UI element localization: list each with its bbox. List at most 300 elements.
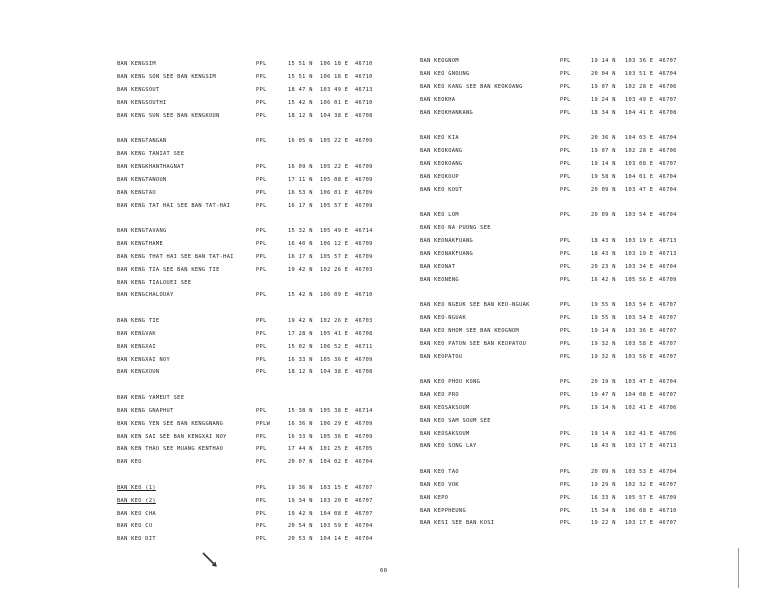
gazetteer-entry	[388, 519, 776, 527]
longitude: 103 17 E	[625, 443, 654, 450]
place-name: BAN KEO KANG SEE BAN KEOKOANG	[420, 83, 523, 90]
latitude: 19 42 N	[288, 266, 313, 273]
gazetteer-entry	[0, 356, 388, 364]
latitude: 19 42 N	[288, 317, 313, 324]
latitude: 20 09 N	[591, 468, 616, 475]
feature-type: PPL	[560, 173, 571, 180]
gazetteer-entry	[0, 112, 388, 120]
gazetteer-entry	[388, 417, 776, 425]
scan-edge-line	[738, 548, 739, 588]
place-name: BAN KENG YEN SEE BAN KENGGNANG	[117, 420, 224, 427]
latitude: 19 14 N	[591, 58, 616, 64]
latitude: 20 04 N	[591, 70, 616, 77]
place-name: BAN KEO PRO	[420, 391, 459, 398]
map-reference: 46704	[355, 459, 373, 466]
map-reference: 46707	[659, 314, 677, 321]
longitude: 104 14 E	[320, 536, 349, 543]
map-reference: 46706	[659, 430, 677, 437]
gazetteer-entry	[388, 327, 776, 335]
feature-type: PPL	[256, 61, 267, 67]
feature-type: PPL	[560, 327, 571, 334]
latitude: 18 34 N	[591, 109, 616, 116]
map-reference: 46708	[355, 330, 373, 337]
feature-type: PPL	[560, 430, 571, 437]
map-reference: 46710	[659, 507, 677, 514]
longitude: 103 47 E	[625, 186, 654, 193]
map-reference: 46713	[659, 237, 677, 244]
longitude: 104 02 E	[320, 459, 349, 466]
latitude: 16 53 N	[288, 189, 313, 196]
pen-stroke-mark	[200, 550, 220, 570]
map-reference: 46709	[355, 202, 373, 209]
feature-type: PPL	[256, 343, 267, 350]
longitude: 104 38 E	[320, 112, 349, 119]
place-name: BAN KEPPHEUNG	[420, 507, 467, 514]
place-name: BAN KENGTANOUN	[117, 176, 167, 183]
longitude: 103 34 E	[625, 263, 654, 270]
latitude: 20 54 N	[288, 523, 313, 530]
map-reference: 46710	[355, 292, 373, 299]
place-name: BAN KEO CU	[117, 523, 153, 530]
latitude: 20 07 N	[288, 459, 313, 466]
latitude: 17 11 N	[288, 176, 313, 183]
gazetteer-entry	[388, 224, 776, 232]
gazetteer-entry	[0, 484, 388, 492]
feature-type: PPL	[560, 378, 571, 385]
gazetteer-entry	[388, 211, 776, 219]
feature-type: PPL	[256, 176, 267, 183]
longitude: 102 32 E	[625, 481, 654, 488]
map-reference: 46704	[355, 536, 373, 543]
latitude: 15 42 N	[288, 99, 313, 106]
place-name: BAN KEO-NGUAK	[420, 314, 467, 321]
place-name: BAN KENG THAT HAI SEE BAN TAT-HAI	[117, 253, 234, 260]
place-name: BAN KEO SONG LAY	[420, 443, 477, 450]
longitude: 102 28 E	[625, 147, 654, 154]
place-name: BAN KEOKOANG	[420, 147, 463, 154]
map-reference: 46709	[355, 189, 373, 196]
feature-type: PPL	[560, 109, 571, 116]
place-name: BAN KEO	[117, 459, 142, 466]
place-name: BAN KENGTAVANG	[117, 227, 167, 234]
place-name: BAN KEONAKFUANG	[420, 237, 474, 244]
longitude: 106 01 E	[320, 189, 349, 196]
longitude: 105 22 E	[320, 163, 349, 170]
feature-type: PPL	[560, 391, 571, 398]
gazetteer-entry	[0, 497, 388, 505]
gazetteer-entry	[0, 227, 388, 235]
map-reference: 46704	[659, 186, 677, 193]
gazetteer-entry	[388, 83, 776, 91]
place-name: BAN KEONAKFUANG	[420, 250, 474, 257]
feature-type: PPLW	[256, 420, 271, 427]
place-name: BAN KEOKOANG	[420, 160, 463, 167]
map-reference: 46707	[659, 301, 677, 308]
latitude: 19 58 N	[591, 173, 616, 180]
longitude: 102 41 E	[625, 404, 654, 411]
feature-type: PPL	[560, 250, 571, 257]
longitude: 105 41 E	[320, 330, 349, 337]
longitude: 104 41 E	[625, 109, 654, 116]
longitude: 103 54 E	[625, 301, 654, 308]
longitude: 103 49 E	[625, 96, 654, 103]
gazetteer-entry	[0, 73, 388, 81]
longitude: 103 17 E	[625, 520, 654, 527]
map-reference: 46707	[355, 510, 373, 517]
gazetteer-entry	[0, 317, 388, 325]
latitude: 16 17 N	[288, 253, 313, 260]
map-reference: 46709	[659, 494, 677, 501]
gazetteer-entry	[388, 494, 776, 502]
feature-type: PPL	[256, 163, 267, 170]
feature-type: PPL	[560, 58, 571, 64]
latitude: 18 47 N	[288, 86, 313, 93]
latitude: 19 22 N	[591, 520, 616, 527]
feature-type: PPL	[256, 138, 267, 144]
latitude: 19 14 N	[591, 327, 616, 334]
place-name: BAN KENGXAI NOY	[117, 356, 171, 363]
place-name: BAN KEONAT	[420, 263, 456, 270]
gazetteer-entry	[388, 481, 776, 489]
place-name: BAN KEPO	[420, 494, 449, 501]
map-reference: 46706	[659, 404, 677, 411]
map-reference: 46707	[659, 481, 677, 488]
place-name: BAN KEOSAKSOUM	[420, 404, 470, 411]
longitude: 106 29 E	[320, 420, 349, 427]
latitude: 18 12 N	[288, 112, 313, 119]
feature-type: PPL	[256, 292, 267, 299]
gazetteer-entry	[0, 522, 388, 530]
gazetteer-entry	[0, 291, 388, 299]
latitude: 19 07 N	[591, 83, 616, 90]
longitude: 106 08 E	[625, 507, 654, 514]
latitude: 15 51 N	[288, 61, 313, 67]
gazetteer-entry	[0, 86, 388, 94]
map-reference: 46708	[355, 112, 373, 119]
place-name: BAN KENGXOUN	[117, 369, 160, 376]
place-name: BAN KEO NA PUONG SEE	[420, 224, 491, 231]
longitude: 103 15 E	[320, 484, 349, 491]
gazetteer-entry	[0, 137, 388, 145]
gazetteer-entry	[388, 250, 776, 258]
gazetteer-entry	[388, 314, 776, 322]
map-reference: 46709	[355, 138, 373, 144]
gazetteer-entry	[388, 507, 776, 515]
place-name: BAN KENGSOUTHI	[117, 99, 167, 106]
gazetteer-entry	[388, 147, 776, 155]
latitude: 19 29 N	[591, 481, 616, 488]
map-reference: 46703	[355, 266, 373, 273]
feature-type: PPL	[560, 70, 571, 77]
map-reference: 46714	[355, 227, 373, 234]
gazetteer-entry	[388, 442, 776, 450]
feature-type: PPL	[560, 186, 571, 193]
place-name: BAN KEOKHA	[420, 96, 456, 103]
latitude: 19 14 N	[591, 160, 616, 167]
map-reference: 46710	[355, 61, 373, 67]
feature-type: PPL	[256, 240, 267, 247]
feature-type: PPL	[560, 481, 571, 488]
map-reference: 46710	[355, 73, 373, 80]
feature-type: PPL	[560, 212, 571, 218]
place-name: BAN KENG TIALOUEI SEE	[117, 279, 192, 286]
longitude: 105 57 E	[320, 253, 349, 260]
map-reference: 46703	[355, 317, 373, 324]
feature-type: PPL	[560, 147, 571, 154]
latitude: 15 51 N	[288, 73, 313, 80]
place-name: BAN KENGSIM	[117, 61, 156, 67]
place-name: BAN KEOKHANKANG	[420, 109, 474, 116]
place-name: BAN KEO KOUT	[420, 186, 463, 193]
feature-type: PPL	[256, 317, 267, 324]
feature-type: PPL	[560, 494, 571, 501]
feature-type: PPL	[560, 83, 571, 90]
map-reference: 46710	[355, 99, 373, 106]
gazetteer-entry	[388, 391, 776, 399]
gazetteer-entry	[0, 458, 388, 466]
longitude: 105 08 E	[320, 176, 349, 183]
map-reference: 46704	[659, 378, 677, 385]
feature-type: PPL	[560, 520, 571, 527]
gazetteer-entry	[388, 70, 776, 78]
latitude: 19 34 N	[288, 497, 313, 504]
place-name: BAN KENGKHANTHAGNAT	[117, 163, 185, 170]
map-reference: 46704	[355, 523, 373, 530]
longitude: 103 58 E	[625, 340, 654, 347]
feature-type: PPL	[560, 263, 571, 270]
place-name: BAN KENGCHALOUAY	[117, 292, 174, 299]
map-reference: 46707	[355, 497, 373, 504]
feature-type: PPL	[256, 510, 267, 517]
gazetteer-entry	[388, 134, 776, 142]
map-reference: 46708	[659, 109, 677, 116]
gazetteer-entry	[0, 202, 388, 210]
map-reference: 46707	[659, 327, 677, 334]
longitude: 102 28 E	[625, 83, 654, 90]
gazetteer-entry	[388, 353, 776, 361]
gazetteer-entry	[388, 468, 776, 476]
place-name: BAN KENGTHAME	[117, 240, 164, 247]
map-reference: 46709	[355, 433, 373, 440]
place-name: BAN KENGVAK	[117, 330, 156, 337]
gazetteer-entry	[0, 189, 388, 197]
map-reference: 46711	[355, 343, 373, 350]
latitude: 19 32 N	[591, 353, 616, 360]
latitude: 18 43 N	[591, 237, 616, 244]
latitude: 17 28 N	[288, 330, 313, 337]
feature-type: PPL	[256, 266, 267, 273]
map-reference: 46713	[355, 86, 373, 93]
longitude: 103 49 E	[320, 86, 349, 93]
gazetteer-entry	[0, 150, 388, 158]
map-reference: 46709	[355, 253, 373, 260]
gazetteer-entry	[0, 407, 388, 415]
latitude: 16 33 N	[288, 356, 313, 363]
map-reference: 46707	[659, 353, 677, 360]
latitude: 17 44 N	[288, 446, 313, 453]
place-name: BAN KENG TIE	[117, 317, 160, 324]
map-reference: 46709	[355, 420, 373, 427]
longitude: 103 19 E	[625, 250, 654, 257]
place-name: BAN KEOSAKSOUM	[420, 430, 470, 437]
feature-type: PPL	[256, 484, 267, 491]
longitude: 103 36 E	[625, 327, 654, 334]
map-reference: 46709	[659, 276, 677, 283]
longitude: 103 08 E	[625, 160, 654, 167]
latitude: 15 42 N	[288, 292, 313, 299]
place-name: BAN KENG TANIAT SEE	[117, 150, 185, 157]
longitude: 103 47 E	[625, 378, 654, 385]
latitude: 19 36 N	[288, 484, 313, 491]
place-name: BAN KENG SUN SEE BAN KENGKOUN	[117, 112, 220, 119]
feature-type: PPL	[256, 330, 267, 337]
latitude: 19 24 N	[591, 96, 616, 103]
latitude: 18 12 N	[288, 369, 313, 376]
latitude: 15 34 N	[591, 507, 616, 514]
place-name: BAN KEO NGEUK SEE BAN KEO-NGUAK	[420, 301, 530, 308]
longitude: 103 53 E	[625, 468, 654, 475]
latitude: 15 38 N	[288, 407, 313, 414]
map-reference: 46707	[659, 391, 677, 398]
longitude: 106 01 E	[320, 99, 349, 106]
place-name: BAN KEO LOM	[420, 212, 459, 218]
longitude: 103 54 E	[625, 212, 654, 218]
place-name: BAN KEO DIT	[117, 536, 156, 543]
feature-type: PPL	[256, 497, 267, 504]
longitude: 106 52 E	[320, 343, 349, 350]
latitude: 16 42 N	[591, 276, 616, 283]
gazetteer-entry	[0, 510, 388, 518]
longitude: 106 12 E	[320, 240, 349, 247]
gazetteer-entry	[388, 173, 776, 181]
place-name: BAN KEO TAO	[420, 468, 459, 475]
longitude: 105 57 E	[625, 494, 654, 501]
gazetteer-entry	[0, 394, 388, 402]
place-name: BAN KEO PHOU KONG	[420, 378, 481, 385]
longitude: 103 59 E	[320, 523, 349, 530]
gazetteer-entry	[388, 109, 776, 117]
latitude: 19 42 N	[288, 510, 313, 517]
gazetteer-entry	[0, 176, 388, 184]
latitude: 16 17 N	[288, 202, 313, 209]
gazetteer-entry	[388, 237, 776, 245]
gazetteer-entry	[0, 99, 388, 107]
feature-type: PPL	[560, 340, 571, 347]
gazetteer-entry	[0, 60, 388, 68]
feature-type: PPL	[256, 369, 267, 376]
map-reference: 46706	[659, 83, 677, 90]
latitude: 20 36 N	[591, 135, 616, 141]
gazetteer-entry	[388, 186, 776, 194]
map-reference: 46704	[659, 212, 677, 218]
map-reference: 46705	[355, 446, 373, 453]
map-reference: 46709	[355, 356, 373, 363]
gazetteer-entry	[0, 163, 388, 171]
longitude: 102 41 E	[625, 430, 654, 437]
gazetteer-entry	[388, 340, 776, 348]
longitude: 103 19 E	[625, 237, 654, 244]
map-reference: 46704	[659, 70, 677, 77]
gazetteer-entry	[0, 330, 388, 338]
longitude: 101 25 E	[320, 446, 349, 453]
feature-type: PPL	[560, 353, 571, 360]
gazetteer-entry	[0, 433, 388, 441]
longitude: 104 03 E	[625, 135, 654, 141]
map-reference: 46704	[659, 135, 677, 141]
place-name: BAN KEO VOK	[420, 481, 459, 488]
gazetteer-entry	[0, 240, 388, 248]
map-reference: 46704	[659, 173, 677, 180]
map-reference: 46707	[659, 96, 677, 103]
feature-type: PPL	[560, 443, 571, 450]
longitude: 105 22 E	[320, 138, 349, 144]
place-name: BAN KENGTAO	[117, 189, 156, 196]
gazetteer-entry	[0, 368, 388, 376]
latitude: 15 02 N	[288, 343, 313, 350]
feature-type: PPL	[256, 536, 267, 543]
gazetteer-entry	[388, 263, 776, 271]
latitude: 19 07 N	[591, 147, 616, 154]
latitude: 16 09 N	[288, 163, 313, 170]
gazetteer-entry	[0, 420, 388, 428]
map-reference: 46708	[355, 369, 373, 376]
place-name: BAN KENG YAMEUT SEE	[117, 394, 185, 401]
latitude: 18 43 N	[591, 250, 616, 257]
place-name: BAN KENG GNAPHUT	[117, 407, 174, 414]
feature-type: PPL	[560, 314, 571, 321]
feature-type: PPL	[256, 407, 267, 414]
feature-type: PPL	[256, 202, 267, 209]
place-name: BAN KEO CHA	[117, 510, 156, 517]
gazetteer-entry	[0, 445, 388, 453]
map-reference: 46707	[659, 160, 677, 167]
gazetteer-entry	[388, 160, 776, 168]
longitude: 103 54 E	[625, 314, 654, 321]
feature-type: PPL	[256, 459, 267, 466]
longitude: 105 38 E	[320, 407, 349, 414]
gazetteer-entry	[388, 96, 776, 104]
latitude: 20 53 N	[288, 536, 313, 543]
place-name: BAN KENGSOUT	[117, 86, 160, 93]
place-name: BAN KEONENG	[420, 276, 459, 283]
feature-type: PPL	[560, 160, 571, 167]
latitude: 16 40 N	[288, 240, 313, 247]
feature-type: PPL	[256, 73, 267, 80]
latitude: 16 05 N	[288, 138, 313, 144]
page-number: 60	[380, 568, 388, 574]
gazetteer-entry	[0, 343, 388, 351]
feature-type: PPL	[256, 112, 267, 119]
place-name: BAN KEO PATON SEE BAN KEOPATOU	[420, 340, 527, 347]
gazetteer-entry	[388, 430, 776, 438]
place-name: BAN KENG SON SEE BAN KENGSIM	[117, 73, 217, 80]
map-reference: 46709	[355, 176, 373, 183]
gazetteer-entry	[0, 535, 388, 543]
map-reference: 46704	[659, 263, 677, 270]
latitude: 15 32 N	[288, 227, 313, 234]
feature-type: PPL	[256, 446, 267, 453]
latitude: 20 19 N	[591, 378, 616, 385]
longitude: 105 49 E	[320, 227, 349, 234]
longitude: 102 26 E	[320, 317, 349, 324]
map-reference: 46713	[659, 443, 677, 450]
place-name: BAN KEN SAI SEE BAN KENGXAI NOY	[117, 433, 227, 440]
longitude: 106 18 E	[320, 61, 349, 67]
latitude: 16 36 N	[288, 420, 313, 427]
place-name: BAN KENG TAT HAI SEE BAN TAT-HAI	[117, 202, 231, 209]
gazetteer-entry	[0, 266, 388, 274]
latitude: 19 47 N	[591, 391, 616, 398]
